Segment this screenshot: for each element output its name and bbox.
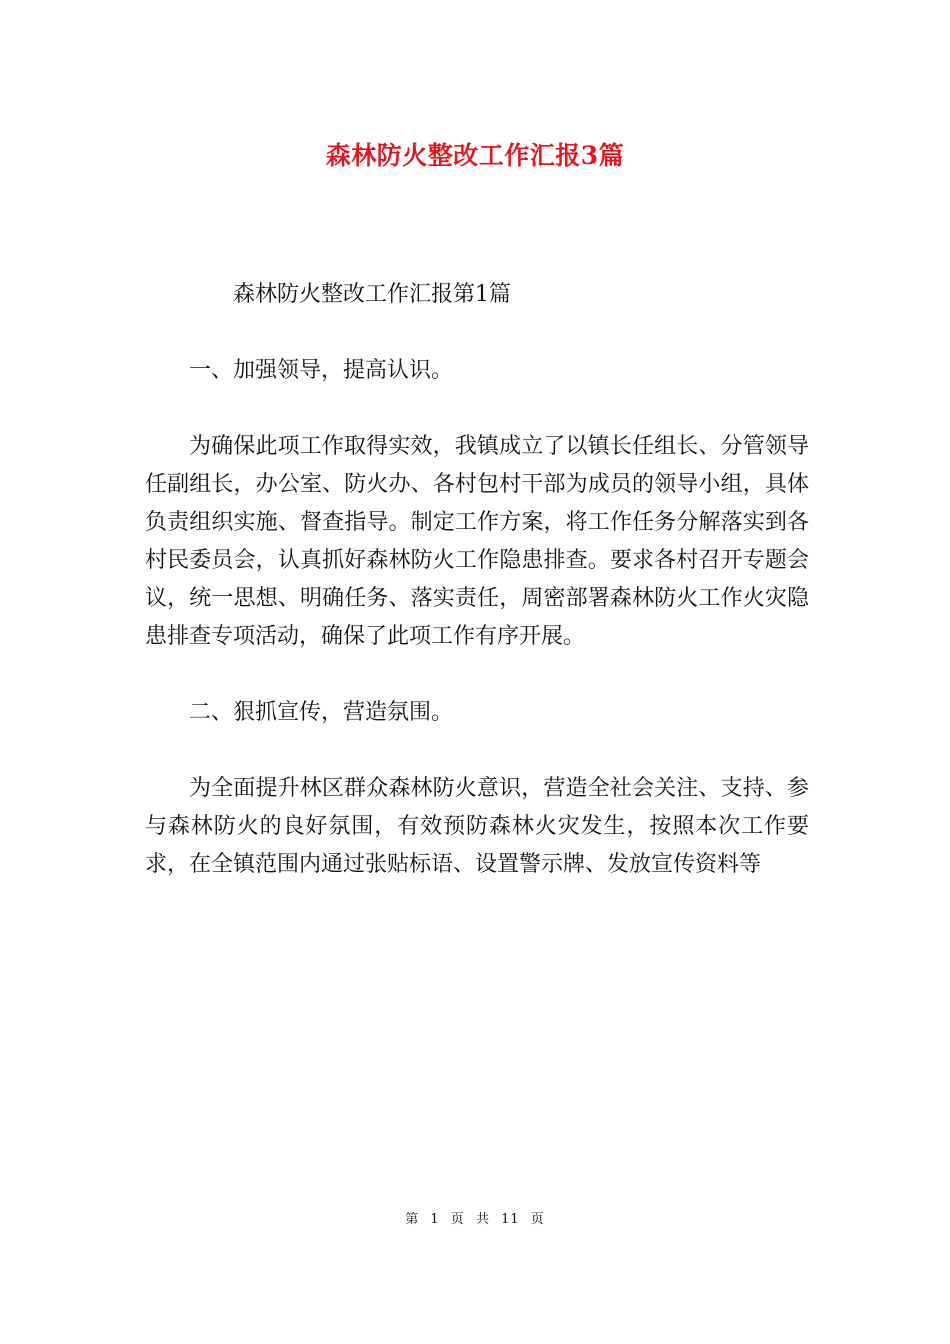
footer-page-suffix: 页 bbox=[530, 1212, 545, 1227]
paragraph-heading-2: 二、狠抓宣传，营造氛围。 bbox=[189, 700, 454, 725]
footer-total-prefix: 共 bbox=[475, 1212, 490, 1227]
document-body bbox=[145, 276, 809, 922]
footer-page-prefix: 第 bbox=[405, 1212, 420, 1227]
footer-page-word: 页 bbox=[450, 1212, 465, 1227]
footer-current-page: 1 bbox=[430, 1212, 440, 1227]
document-title: 森林防火整改工作汇报3篇 bbox=[325, 141, 625, 170]
paragraph-heading-1: 一、加强领导，提高认识。 bbox=[189, 358, 454, 383]
paragraph-1: 为确保此项工作取得实效，我镇成立了以镇长任组长、分管领导任副组长，办公室、防火办、各村包村干部为成员的领导小组，具体负责组织实施、督查指导。制定工作方案，将工作任务分解落实到各村民委员会，认真抓好森林防火工作隐患排查。要求各村召开专题会议，统一思想、明确任务、落实责任，周密部署森林防火工作火灾隐患排查专项活动，确保了此项工作有序开展。 bbox=[145, 434, 809, 649]
paragraph-2: 为全面提升林区群众森林防火意识，营造全社会关注、支持、参与森林防火的良好氛围，有效预防森林火灾发生，按照本次工作要求，在全镇范围内通过张贴标语、设置警示牌、发放宣传资料等 bbox=[145, 776, 809, 877]
footer-total-pages: 11 bbox=[501, 1212, 520, 1227]
page-footer bbox=[0, 1208, 950, 1227]
section-subtitle: 森林防火整改工作汇报第1篇 bbox=[233, 282, 511, 307]
